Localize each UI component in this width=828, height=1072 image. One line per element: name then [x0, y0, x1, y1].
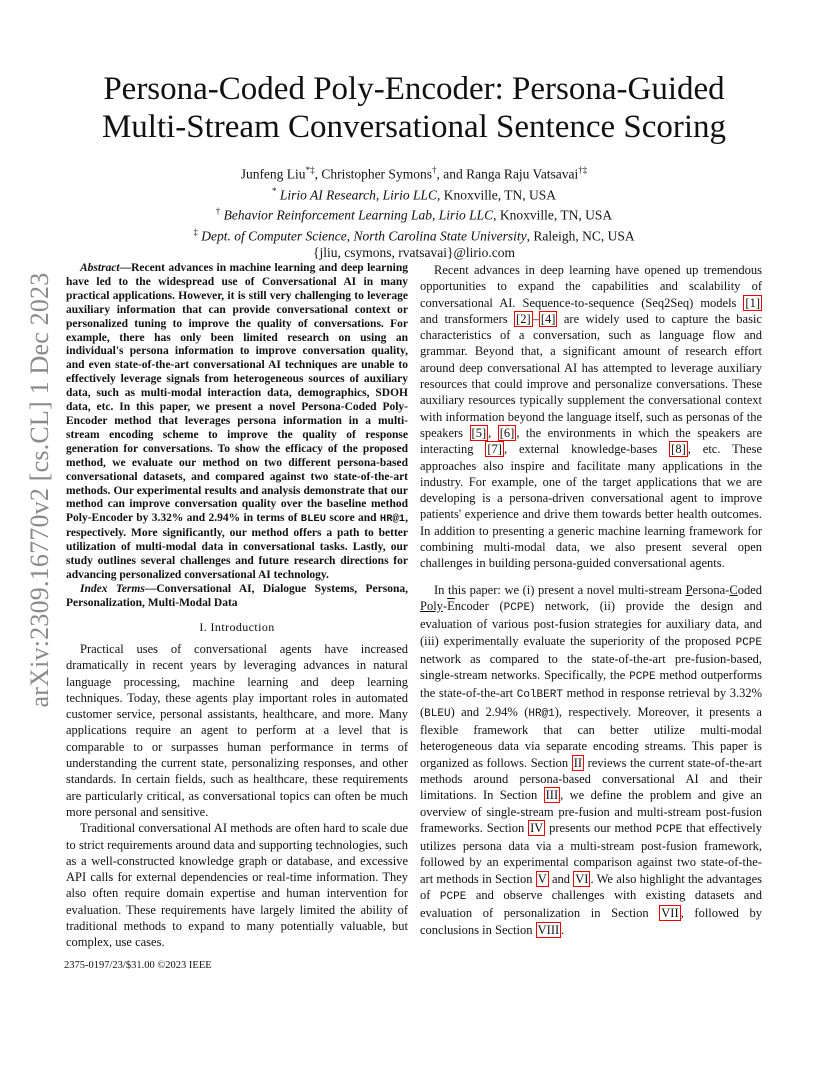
citation-link[interactable]: [2] [516, 311, 531, 326]
paper-title [80, 70, 748, 146]
section-link[interactable]: IV [530, 820, 544, 835]
abstract: Abstract—Recent advances in machine learning and deep learning have led to the widespread use of Conversational AI in many practical applications. However, it is still very challenging to leverage auxiliary information that can provide conversational context or personalized tuning to improve the quality of conversations. For example, there has only been limited research on using an individual's persona information to improve conversation quality, and even state-of-the-art conversational AI techniques are unable to effectively leverage signals from heterogeneous sources of auxiliary data, such as multi-modal interaction data, demographics, SDOH data, etc. In this paper, we present a novel Persona-Coded Poly-Encoder method that leverages persona information in a multi-stream encoding scheme to improve the quality of response generation for conversations. To show the efficacy of the proposed method, we evaluate our method on two different persona-based conversational datasets, and compared against two state-of-the-art methods. Our experimental results and analysis demonstrate that our method can improve conversation quality over the baseline method Poly-Encoder by 3.32% and 2.94% in terms of BLEU score and HR@1, respectively. More significantly, our method offers a path to better utilization of multi-modal data in conversational tasks. Lastly, our study outlines several challenges and future research directions for advancing personalized conversational AI technology. [66, 262, 408, 581]
affiliation-2: † Behavior Reinforcement Learning Lab, Lirio LLC, Knoxville, TN, USA [215, 206, 613, 223]
intro-paragraph-1: Practical uses of conversational agents have increased dramatically in recent years by leveraging advances in natural language processing, machine learning and deep learning techniques. Today, these agents play important roles in automated customer service, personal assistants, healthcare, and more. Many applications require an agent to perform at a level that is comparable to or surpasses human performance in terms of understanding the current state, personalizing responses, and other standards. In certain fields, such as healthcare, these requirements are particularly critical, as conversational topics can often be much more personal and sensitive. [66, 641, 408, 819]
author-block [80, 162, 748, 261]
copyright-footer: 2375-0197/23/$31.00 ©2023 IEEE [64, 960, 212, 971]
citation-link[interactable]: [5] [471, 425, 487, 440]
arxiv-identifier: arXiv:2309.16770v2 [cs.CL] 1 Dec 2023 [25, 272, 54, 708]
index-terms: Index Terms—Conversational AI, Dialogue Systems, Persona, Personalization, Multi-Modal Data [66, 582, 408, 609]
affiliation-1: * Lirio AI Research, Lirio LLC, Knoxville, TN, USA [271, 185, 557, 202]
affiliation-3: ‡ Dept. of Computer Science, North Carolina State University, Raleigh, NC, USA [193, 226, 635, 243]
intro-paragraph-2: Traditional conversational AI methods are often hard to scale due to strict requirements around data and supporting technologies, such as a well-constructed knowledge graph or database, and excessive API calls for external dependencies or real-time information. They also often require domain expertise and human intervention for evaluation. These requirements have largely limited the ability of traditional methods to expand to many potentially valuable, but complex, use cases. [66, 821, 408, 950]
citation-link[interactable]: [8] [671, 442, 686, 457]
section-link[interactable]: II [573, 755, 583, 770]
section-link[interactable]: V [537, 871, 547, 886]
citation-link[interactable]: [1] [745, 295, 760, 310]
citation-link[interactable]: [4] [540, 311, 556, 326]
right-column [420, 262, 762, 938]
title-line-1: Persona-Coded Poly-Encoder: Persona-Guided [103, 71, 725, 107]
author-emails: {jliu, csymons, rvatsavai}@lirio.com [313, 245, 515, 260]
section-link[interactable]: VI [575, 871, 589, 886]
left-column [66, 262, 408, 951]
title-line-2: Multi-Stream Conversational Sentence Scoring [101, 109, 727, 145]
section-link[interactable]: VIII [537, 922, 560, 937]
citation-link[interactable]: [7] [487, 442, 502, 457]
author-names: Junfeng Liu*‡, Christopher Symons†, and Ranga Raju Vatsavai†‡ [240, 165, 588, 182]
section-link[interactable]: III [545, 788, 559, 803]
right-paragraph-2: In this paper: we (i) present a novel multi-stream Persona-Coded Poly-$\overline{E}ncoder$ (PCPE) network, (ii) provide the design and evaluation of various post-fusion strategies for auxiliary data, and (iii) experimentally evaluate the superiority of the proposed PCPE network as compared to the state-of-the-art pre-fusion-based, single-stream networks. Specifically, the PCPE method outperforms the state-of-the-art ColBERT method in response retrieval by 3.32% (BLEU) and 2.94% (HR@1), respectively. Moreover, it presents a flexible framework that can better utilize multi-modal heterogeneous data via separate encoding streams. This paper is organized as follows. Section II reviews the current state-of-the-art methods around persona-based conversational AI and their limitations. In Section III , we define the problem and give an overview of single-stream pre-fusion and multi-stream post-fusion frameworks. Section IV presents our method PCPE that effectively utilizes persona data via a multi-stream post-fusion framework, followed by an experimental comparison against two state-of-the-art methods in Section V and VI . We also highlight the advantages of PCPE and observe challenges with existing datasets and evaluation of personalization in Section VII , followed by conclusions in Section VIII . [420, 582, 763, 937]
section-heading-introduction: I. Introduction [199, 619, 275, 634]
citation-link[interactable]: [6] [499, 425, 515, 440]
right-paragraph-1: Recent advances in deep learning have opened up tremendous opportunities to expand the capabilities and scalability of conversational AI. Sequence-to-sequence (Seq2Seq) models [1] and transformers [2] – [4] are widely used to capture the basic characteristics of a conversation, such as language flow and grammar. Beyond that, a significant amount of research effort around deep conversational AI has attempted to leverage auxiliary resources that could improve and personalize conversations. These auxiliary resources typically supplement the conversational context with information beyond the language itself, such as personas of the speakers [5] , [6] , the environments in which the speakers are interacting [7] , external knowledge-bases [8] , etc. These approaches also inspire and facilitate many applications in the industry. For example, one of the target applications that we are developing is a persona-driven conversational agent to improve patients' experience and drive them towards better health outcomes. In addition to presenting a generic machine learning framework for combining multi-modal data, we also present several open challenges in building persona-guided conversational agents. [420, 263, 763, 571]
section-link[interactable]: VII [661, 906, 679, 921]
